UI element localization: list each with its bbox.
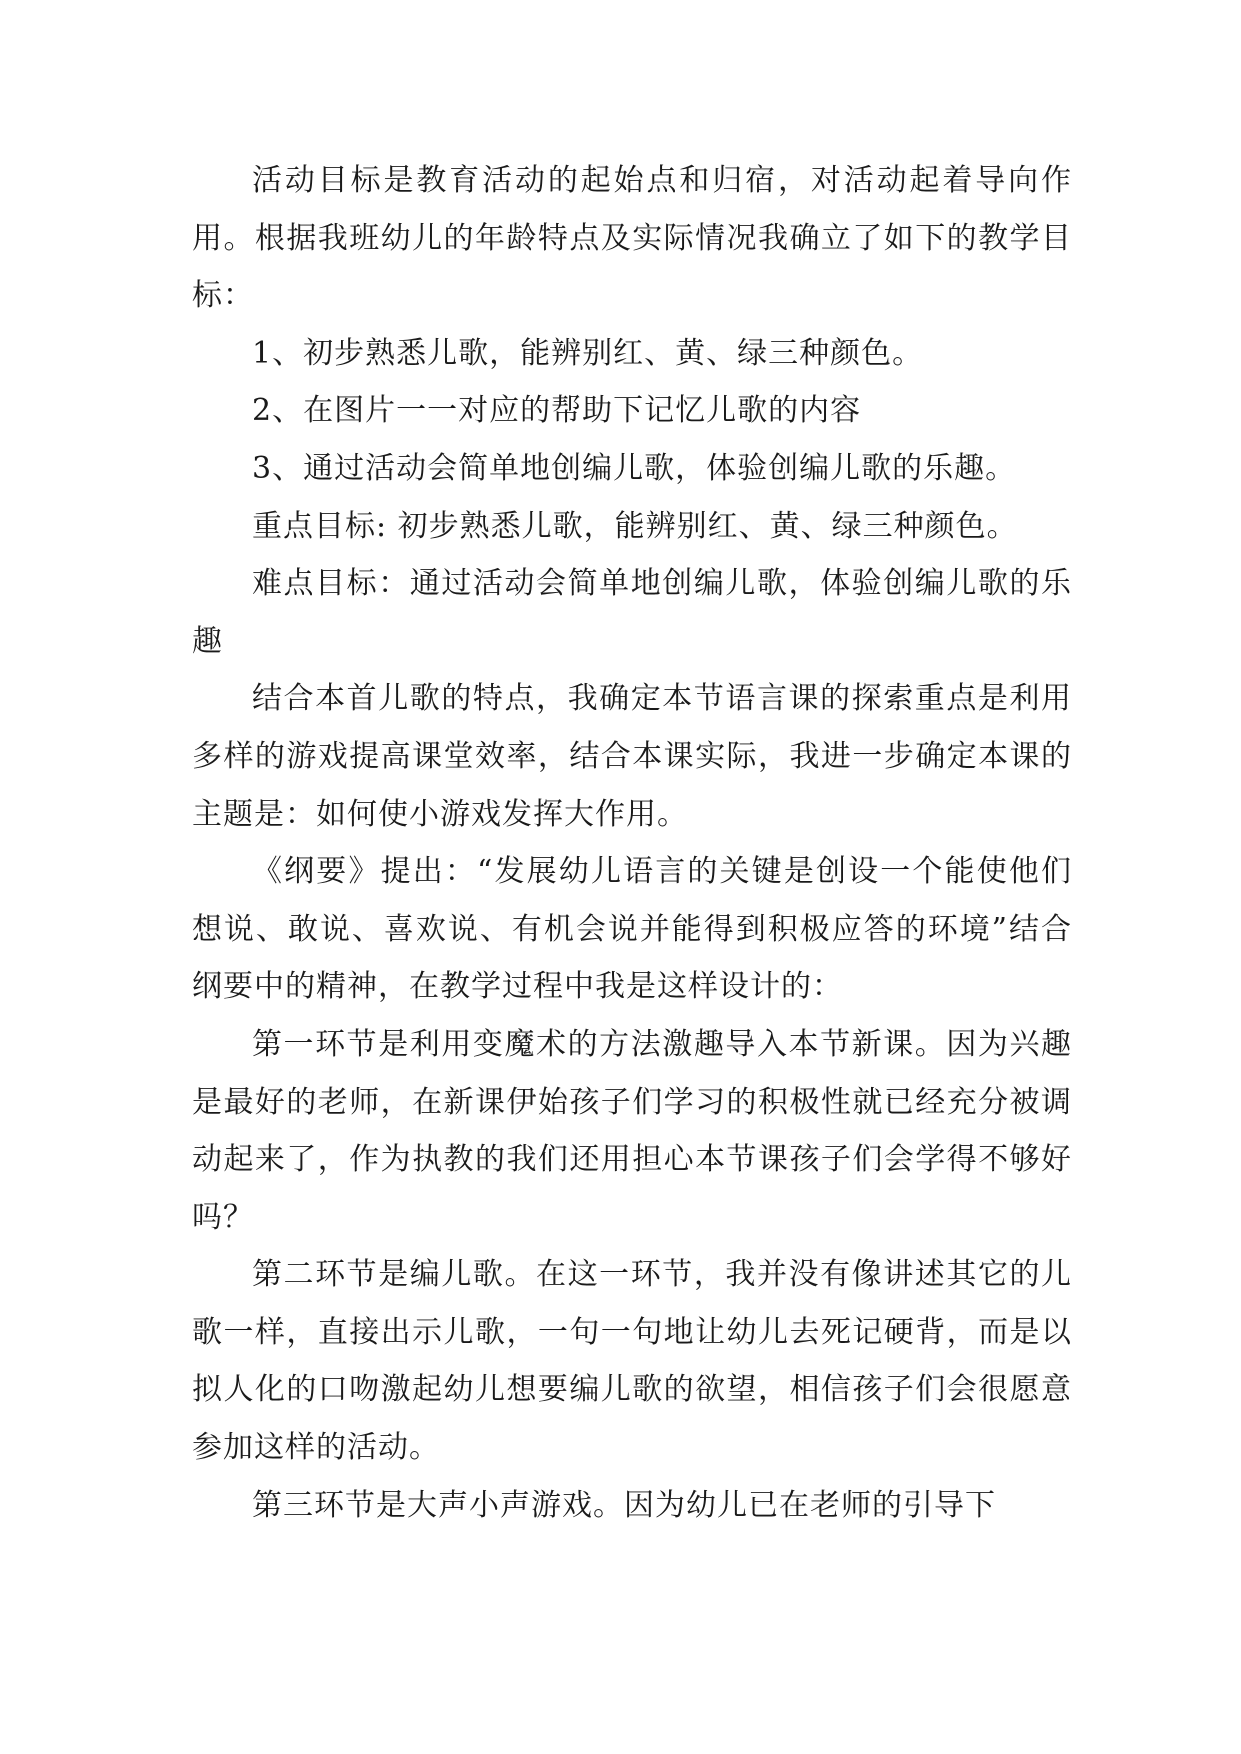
paragraph-difficult-goal: 难点目标：通过活动会简单地创编儿歌，体验创编儿歌的乐趣 [192,566,1072,659]
paragraph-focus: 结合本首儿歌的特点，我确定本节语言课的探索重点是利用多样的游戏提高课堂效率，结合本课实际，我进一步确定本课的主题是：如何使小游戏发挥大作用。 [192,681,1072,832]
paragraph-goal-2: 2、在图片一一对应的帮助下记忆儿歌的内容 [252,393,862,429]
paragraph-goal-1: 1、初步熟悉儿歌，能辨别红、黄、绿三种颜色。 [252,335,924,371]
paragraph-step-3: 第三环节是大声小声游戏。因为幼儿已在老师的引导下 [252,1487,996,1523]
paragraph-intro: 活动目标是教育活动的起始点和归宿，对活动起着导向作用。根据我班幼儿的年龄特点及实际情况我确立了如下的教学目标： [192,163,1072,314]
paragraph-step-2: 第二环节是编儿歌。在这一环节，我并没有像讲述其它的儿歌一样，直接出示儿歌，一句一句地让幼儿去死记硬背，而是以拟人化的口吻激起幼儿想要编儿歌的欲望，相信孩子们会很愿意参加这样的活动。 [192,1257,1072,1466]
paragraph-step-1: 第一环节是利用变魔术的方法激趣导入本节新课。因为兴趣是最好的老师，在新课伊始孩子们学习的积极性就已经充分被调动起来了，作为执教的我们还用担心本节课孩子们会学得不够好吗？ [192,1026,1072,1235]
paragraph-goal-3: 3、通过活动会简单地创编儿歌，体验创编儿歌的乐趣。 [252,450,1017,486]
document-body [192,152,1072,1534]
paragraph-outline: 《纲要》提出：“发展幼儿语言的关键是创设一个能使他们想说、敢说、喜欢说、有机会说并能得到积极应答的环境”结合纲要中的精神，在教学过程中我是这样设计的： [192,854,1072,1005]
paragraph-key-goal: 重点目标: 初步熟悉儿歌，能辨别红、黄、绿三种颜色。 [252,508,1018,544]
